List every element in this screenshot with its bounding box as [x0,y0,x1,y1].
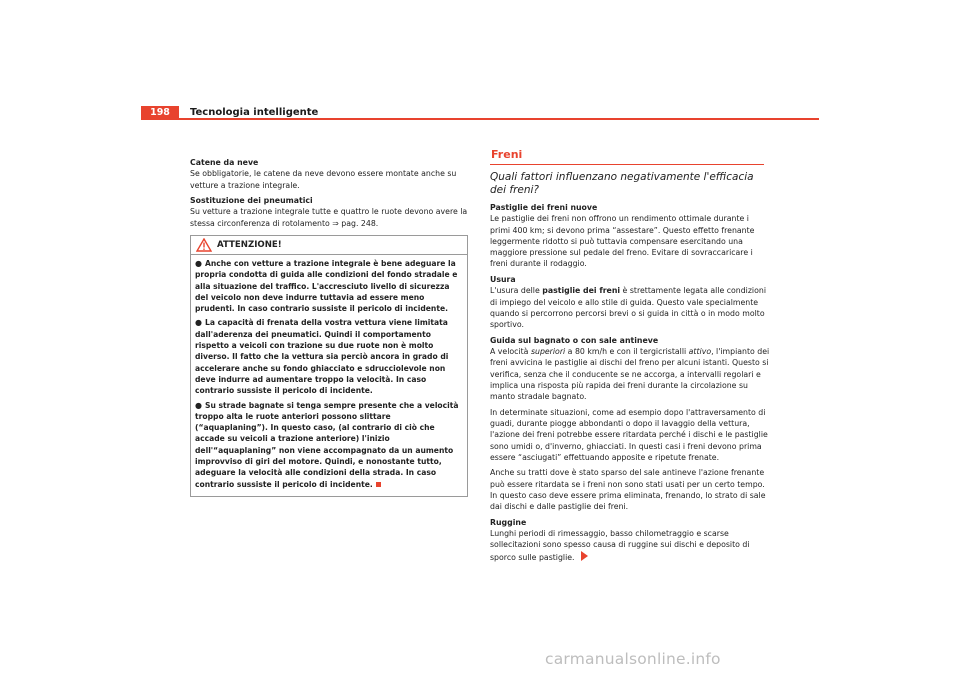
wet-driving-heading: Guida sul bagnato o con sale antineve [490,335,659,345]
warning-box [190,235,468,497]
warning-title: ATTENZIONE! [217,239,282,250]
page-ref-arrow-icon: ⇒ [332,218,339,228]
page-reference-link[interactable]: pag. 248. [338,218,379,228]
warning-header [191,236,467,255]
page-header-title: Tecnologia intelligente [190,107,319,118]
rust-heading: Ruggine [490,517,527,527]
new-brake-pads-text: Le pastiglie dei freni non offrono un rendimento ottimale durante i primi 400 km; si devono prima “assestare”. Questo effetto frenante leggermente ridotto si può tuttavia compensare esercitando una maggiore pressione sul pedale del freno. Evitare di sovraccaricare i freni durante il rodaggio. [490,214,755,269]
right-column [490,148,770,567]
section-question: Quali fattori influenzano negativamente l'efficacia dei freni? [490,171,754,196]
warning-item: ● Su strade bagnate si tenga sempre presente che a velocità troppo alta le ruote anteriori possono slittare (“aquaplaning”). In questo caso, (al contrario di ciò che accade su veicoli a trazione anteriore) l'inizio dell'“aquaplaning” non viene accompagnato da un aumento improvviso di giri del motore. Quindi, e nonostante tutto, adeguare la velocità alle condizioni della strada. In caso contrario sussiste il pericolo di incidente. [195,400,459,489]
warning-item: ● Anche con vetture a trazione integrale è bene adeguare la propria condotta di guida alle condizioni del fondo stradale e alla situazione del traffico. L'accresciuto livello di sicurezza del veicolo non deve indurre tuttavia ad essere meno prudenti. In caso contrario sussiste il pericolo di incidente. [195,258,458,314]
wet-driving-text-3: Anche su tratti dove è stato sparso del sale antineve l'azione frenante può essere ritardata se i freni non sono stati usati per un certo tempo. In questo caso deve essere prima eliminata, frenando, lo strato di sale dai dischi e dalle pastiglie dei freni. [490,468,766,512]
wear-heading: Usura [490,274,516,284]
wet-driving-text: A velocità superiori a 80 km/h e con il tergicristalli attivo, l'impianto dei freni avvicina le pastiglie ai dischi del freno per alcuni istanti. Questo si verifica, senza che il conducente se ne accorga, a intervalli regolari e implica una risposta più rapida dei freni durante la circolazione su manto stradale bagnato. [490,346,770,402]
new-brake-pads-heading: Pastiglie dei freni nuove [490,203,598,212]
tire-replacement-heading: Sostituzione dei pneumatici [190,196,313,206]
snow-chains-heading: Catene da neve [190,158,259,167]
section-title: Freni [491,148,523,161]
continue-arrow-icon [581,551,588,561]
warning-triangle-icon [196,238,212,252]
wet-driving-text-2: In determinate situazioni, come ad esempio dopo l'attraversamento di guadi, durante piogge abbondanti o dopo il lavaggio della vettura, l'azione dei freni potrebbe essere ritardata perché i dischi e le pastiglie sono umidi o, d'inverno, ghiacciati. In questi casi i freni devono prima essere “asciugati” effettuando apposite e ripetute frenate. [490,407,768,462]
warning-item: ● La capacità di frenata della vostra vettura viene limitata dall'aderenza dei pneumatici. Quindi il comportamento rispetto a veicoli con trazione su due ruote non è molto diverso. Il fatto che la vettura sia perciò ancora in grado di accelerare anche su fondo ghiacciato e sdrucciolevole non deve indurre ad aumentare troppo la velocità. In caso contrario sussiste il pericolo di incidente. [195,318,449,396]
tire-replacement-text: Su vetture a trazione integrale tutte e quattro le ruote devono avere la stessa circonferenza di rotolamento ⇒ pag. 248. [190,207,468,228]
snow-chains-text: Se obbligatorie, le catene da neve devono essere montate anche su vetture a trazione integrale. [190,169,457,190]
left-column [190,157,468,497]
watermark: carmanualsonline.info [545,650,721,668]
header-divider [141,118,819,120]
bullet-icon: ● [195,318,202,328]
end-of-section-icon [376,482,381,487]
rust-text: Lunghi periodi di rimessaggio, basso chilometraggio e scarse sollecitazioni sono spesso causa di ruggine sui dischi e deposito di sporco sulle pastiglie. [490,528,750,562]
warning-body [191,255,467,496]
bullet-icon: ● [195,400,202,410]
wear-text: L'usura delle pastiglie dei freni è strettamente legata alle condizioni di impiego del veicolo e allo stile di guida. Questo vale specialmente quando si percorrono percorsi brevi o si guida in città o in modo molto sportivo. [490,286,766,330]
bullet-icon: ● [195,258,202,268]
section-divider [490,164,764,165]
page-number: 198 [141,106,179,120]
